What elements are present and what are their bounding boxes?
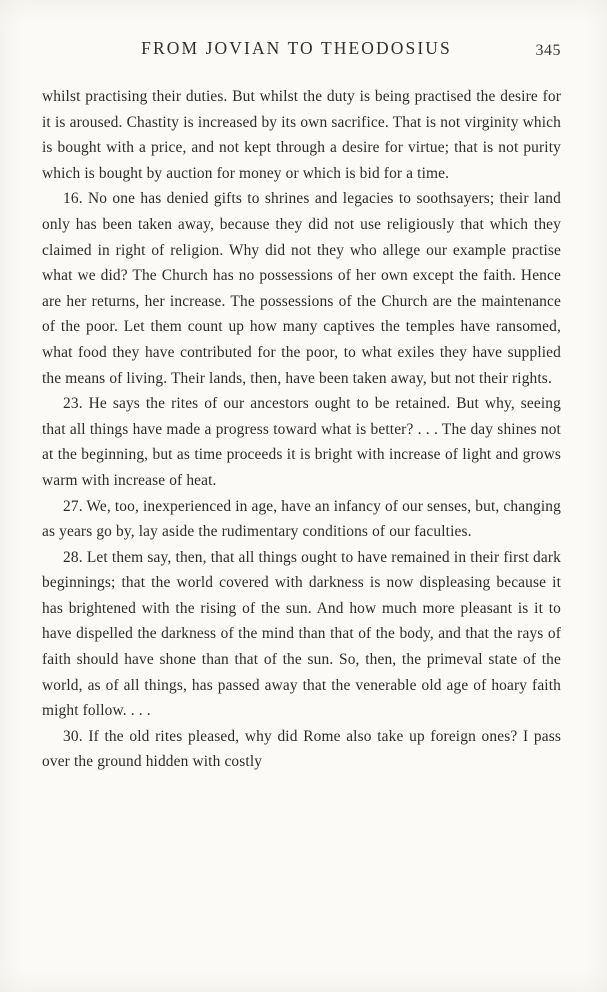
page-body	[42, 84, 561, 775]
running-head: FROM JOVIAN TO THEODOSIUS	[141, 38, 452, 58]
paragraph-23: 23. He says the rites of our ancestors ought to be retained. But why, seeing that all things have made a progress toward what is better? . . . The day shines not at the beginning, but as time proceeds it is bright with increase of light and grows warm with increase of heat.	[42, 395, 561, 489]
paragraph-28: 28. Let them say, then, that all things ought to have remained in their first dark beginnings; that the world covered with darkness is now displeasing because it has brightened with the rising of the sun. And how much more pleasant is it to have dispelled the darkness of the mind than that of the body, and that the rays of faith should have shone than that of the sun. So, then, the primeval state of the world, as of all things, has passed away that the venerable old age of hoary faith might follow. . . .	[42, 548, 561, 720]
paragraph-27: 27. We, too, inexperienced in age, have an infancy of our senses, but, changing as years go by, lay aside the rudimentary conditions of our faculties.	[42, 497, 561, 541]
paragraph-30: 30. If the old rites pleased, why did Rome also take up foreign ones? I pass over the ground hidden with costly	[42, 727, 561, 771]
page-header	[42, 38, 561, 78]
page-number: 345	[535, 42, 561, 59]
paragraph-16: 16. No one has denied gifts to shrines and legacies to soothsayers; their land only has been taken away, because they did not use religiously that which they claimed in right of religion. Why did not they who allege our example practise what we did? The Church has no possessions of her own except the faith. Hence are her returns, her increase. The possessions of the Church are the maintenance of the poor. Let them count up how many captives the temples have ransomed, what food they have contributed for the poor, to what exiles they have supplied the means of living. Their lands, then, have been taken away, but not their rights.	[42, 190, 561, 387]
paragraph-continued: whilst practising their duties. But whilst the duty is being practised the desire for it is aroused. Chastity is increased by its own sacrifice. That is not virginity which is bought with a price, and not kept through a desire for virtue; that is not purity which is bought by auction for money or which is bid for a time.	[42, 88, 561, 182]
